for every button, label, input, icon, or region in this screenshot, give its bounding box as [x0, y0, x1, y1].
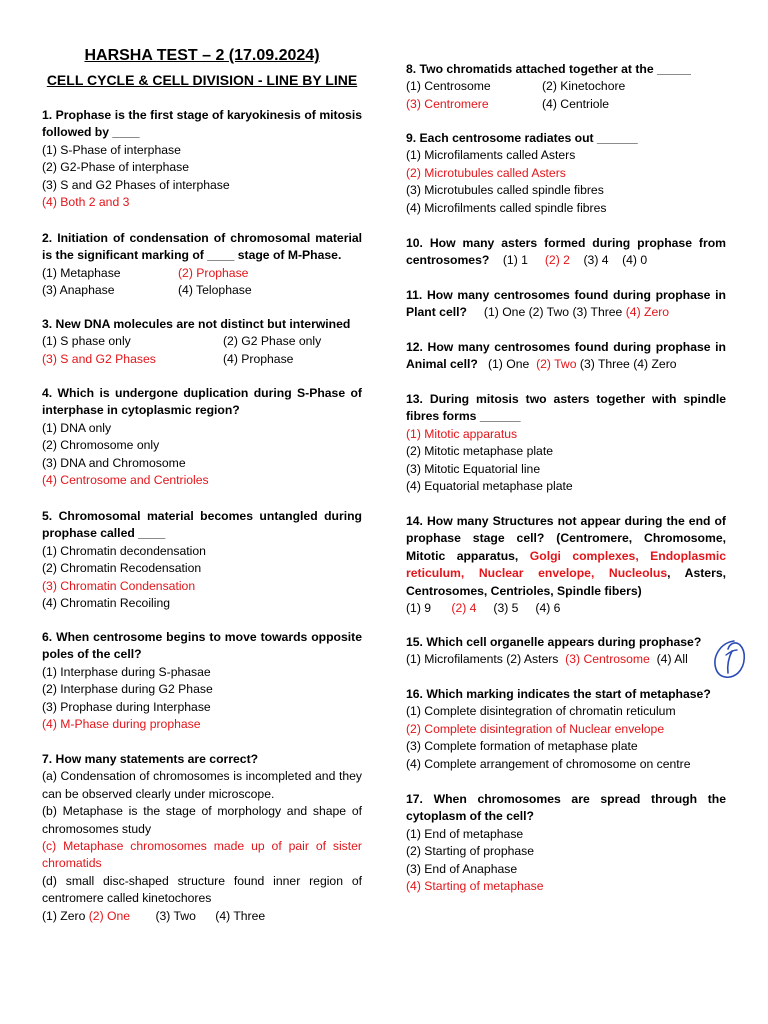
option: (1) One	[483, 305, 526, 320]
question-text: 13. During mitosis two asters together with spindle fibres forms ______	[406, 392, 726, 424]
question-text: 5. Chromosomal material becomes untangled during prophase called ____	[42, 509, 362, 541]
option: (3) S and G2 Phases of interphase	[42, 177, 230, 192]
question-text: 17. When chromosomes are spread through the cytoplasm of the cell?	[406, 792, 726, 824]
question-6	[42, 629, 362, 733]
answer-option: (1) Mitotic apparatus	[406, 426, 518, 441]
options-row	[406, 651, 726, 668]
option: (4) Chromatin Recoiling	[42, 596, 171, 611]
question-15	[406, 634, 726, 669]
options-row	[406, 600, 726, 617]
question-5	[42, 508, 362, 612]
question-text: 10. How many asters formed during prophase from centrosomes?	[406, 236, 726, 268]
handwritten-mark-icon	[706, 635, 754, 683]
option: (3) Microtubules called spindle fibres	[406, 183, 604, 198]
question-16	[406, 686, 726, 773]
question-8	[406, 61, 726, 113]
question-text: 4. Which is undergone duplication during S-Phase of interphase in cytoplasmic region?	[42, 386, 362, 418]
option: (3) Anaphase	[42, 283, 115, 298]
option: (4) Zero	[633, 357, 677, 372]
option: (3) Three	[579, 357, 630, 372]
option: (2) Interphase during G2 Phase	[42, 682, 213, 697]
option: (4) Three	[215, 908, 266, 923]
option: (4) 6	[535, 601, 561, 616]
option: (2) Two	[528, 305, 570, 320]
option: (2) G2 Phase only	[223, 334, 322, 349]
question-9	[406, 130, 726, 217]
statement-a: (a) Condensation of chromosomes is incompleted and they can be observed clearly under microscope.	[42, 769, 362, 801]
option: (3) Complete formation of metaphase plate	[406, 739, 638, 754]
options-row	[42, 908, 362, 925]
option: (2) Kinetochore	[542, 79, 626, 94]
question-text: , Asters, Centrosomes, Centrioles, Spindle fibers)	[406, 566, 726, 598]
option: (3) DNA and Chromosome	[42, 455, 186, 470]
option: (1) S-Phase of interphase	[42, 142, 181, 157]
answer-option: (2) 2	[544, 253, 570, 268]
option: (1) Zero	[42, 908, 86, 923]
option: (3) Two	[155, 908, 196, 923]
answer-option: (3) Chromatin Condensation	[42, 578, 196, 593]
option: (4) Centriole	[542, 96, 610, 111]
option: (4) Prophase	[223, 351, 294, 366]
question-4	[42, 385, 362, 489]
option: (4) Telophase	[178, 283, 252, 298]
option: (4) 0	[622, 253, 648, 268]
question-1	[42, 107, 362, 211]
question-12	[406, 339, 726, 374]
option: (1) Interphase during S-phasae	[42, 664, 211, 679]
answer-option: (2) Microtubules called Asters	[406, 165, 566, 180]
option: (1) DNA only	[42, 420, 112, 435]
question-text: 16. Which marking indicates the start of metaphase?	[406, 687, 711, 701]
question-text: 1. Prophase is the first stage of karyokinesis of mitosis followed by ____	[42, 108, 362, 140]
answer-option: (2) Complete disintegration of Nuclear envelope	[406, 721, 665, 736]
option: (2) Mitotic metaphase plate	[406, 444, 553, 459]
answer-option: (2) 4	[451, 601, 477, 616]
option: (2) Starting of prophase	[406, 844, 535, 859]
answer-highlight: Golgi complexes, Endoplasmic reticulum, Nuclear envelope, Nucleolus	[406, 548, 726, 581]
answer-option: (2) Two	[536, 357, 577, 372]
question-text: 7. How many statements are correct?	[42, 752, 259, 766]
answer-option: (2) Prophase	[178, 265, 249, 280]
answer-option: (4) Centrosome and Centrioles	[42, 473, 209, 488]
answer-option: (3) Centrosome	[565, 652, 650, 667]
question-3	[42, 316, 362, 368]
option: (3) 4	[583, 253, 609, 268]
option: (2) Chromatin Recodensation	[42, 561, 202, 576]
question-7	[42, 751, 362, 925]
question-text: 15. Which cell organelle appears during prophase?	[406, 635, 702, 649]
option: (1) End of metaphase	[406, 826, 524, 841]
option: (2) Asters	[506, 652, 559, 667]
option: (1) Complete disintegration of chromatin reticulum	[406, 704, 676, 719]
option: (3) Prophase during Interphase	[42, 699, 211, 714]
option: (3) Three	[572, 305, 623, 320]
question-text: 8. Two chromatids attached together at the _____	[406, 62, 691, 76]
option: (4) Complete arrangement of chromosome on centre	[406, 756, 691, 771]
question-11	[406, 287, 726, 322]
option: (3) Mitotic Equatorial line	[406, 461, 541, 476]
option: (3) End of Anaphase	[406, 861, 518, 876]
answer-option: (2) One	[88, 908, 131, 923]
question-text: 9. Each centrosome radiates out ______	[406, 131, 638, 145]
option: (1) Centrosome	[406, 79, 491, 94]
page-subtitle: CELL CYCLE & CELL DIVISION - LINE BY LINE	[46, 72, 358, 88]
option: (2) G2-Phase of interphase	[42, 160, 190, 175]
option: (4) Microfilments called spindle fibres	[406, 200, 607, 215]
answer-option: (4) Starting of metaphase	[406, 879, 544, 894]
question-17	[406, 791, 726, 895]
answer-option: (3) Centromere	[406, 96, 489, 111]
option: (1) One	[487, 357, 530, 372]
option: (1) S phase only	[42, 334, 131, 349]
question-10	[406, 235, 726, 270]
page-title: HARSHA TEST – 2 (17.09.2024)	[84, 47, 320, 64]
answer-option: (4) Zero	[625, 305, 670, 320]
option: (1) Chromatin decondensation	[42, 543, 206, 558]
statement-d: (d) small disc-shaped structure found inner region of centromere called kinetochores	[42, 873, 362, 906]
question-2	[42, 230, 362, 300]
option: (4) All	[656, 652, 688, 667]
question-text: 14. How many Structures not appear during the end of prophase stage cell? (Centromere, Chromosome, Mitotic apparatus,	[406, 514, 726, 563]
question-text: 3. New DNA molecules are not distinct but interwined	[42, 317, 351, 331]
option: (1) Microfilaments	[406, 652, 503, 667]
statement-b: (b) Metaphase is the stage of morphology and shape of chromosomes study	[42, 804, 362, 836]
answer-option: (3) S and G2 Phases	[42, 351, 156, 366]
answer-option: (4) Both 2 and 3	[42, 195, 130, 210]
option: (1) Microfilaments called Asters	[406, 148, 576, 163]
option: (3) 5	[493, 601, 519, 616]
option: (2) Chromosome only	[42, 438, 160, 453]
option: (1) Metaphase	[42, 265, 121, 280]
option: (1) 1	[502, 253, 528, 268]
question-text: 6. When centrosome begins to move towards opposite poles of the cell?	[42, 630, 362, 662]
option: (1) 9	[406, 601, 432, 616]
question-text: 11. How many centrosomes found during prophase in Plant cell?	[406, 288, 726, 320]
answer-option: (4) M-Phase during prophase	[42, 717, 201, 732]
question-text: 12. How many centrosomes found during prophase in Animal cell?	[406, 340, 726, 372]
option: (4) Equatorial metaphase plate	[406, 479, 573, 494]
question-14	[406, 513, 726, 617]
question-13	[406, 391, 726, 495]
question-text: 2. Initiation of condensation of chromosomal material is the significant marking of ____ stage of M-Phase.	[42, 231, 362, 263]
statement-c: (c) Metaphase chromosomes made up of pair of sister chromatids	[42, 839, 362, 871]
